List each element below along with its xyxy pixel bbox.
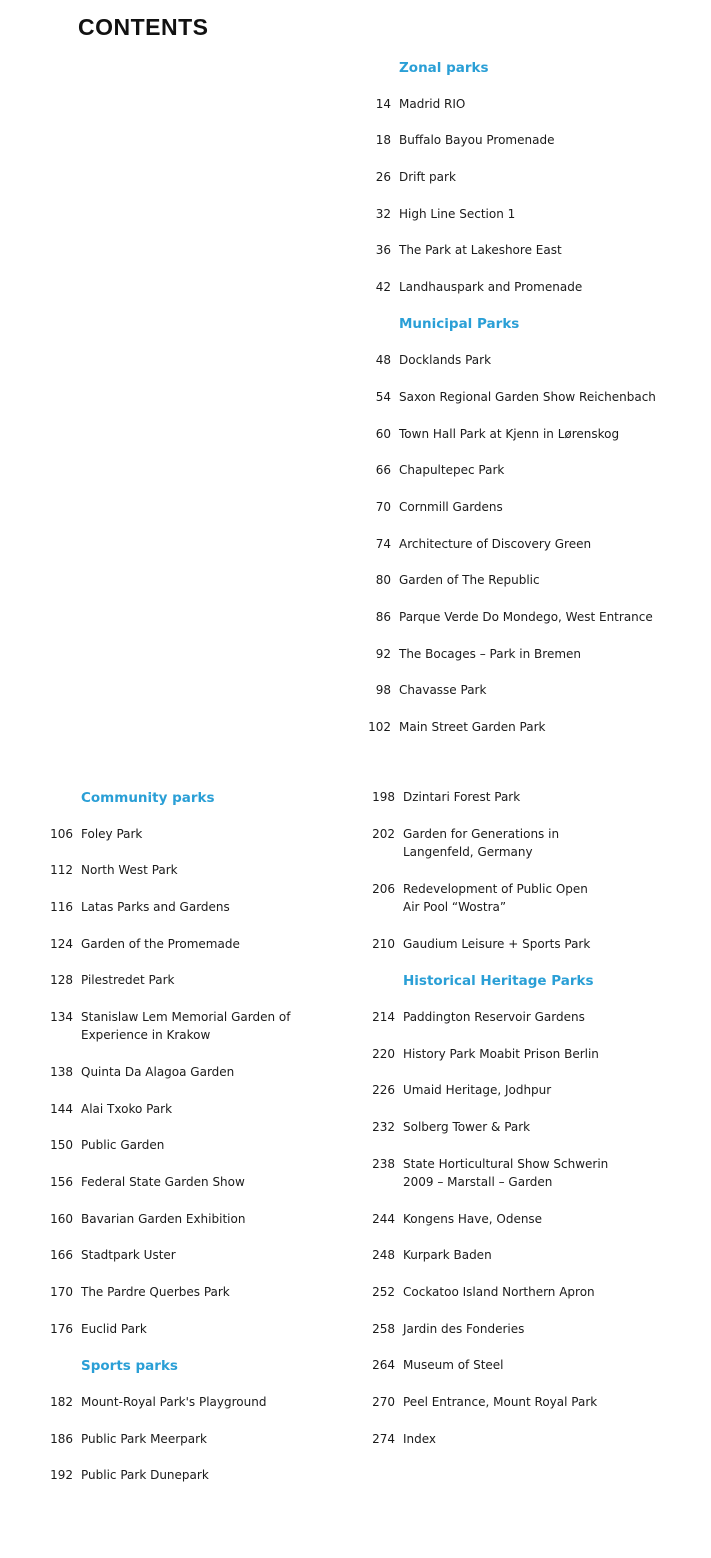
- page-number: 48: [375, 353, 391, 367]
- entry-title: The Pardre Querbes Park: [81, 1285, 230, 1299]
- entry-title: Euclid Park: [81, 1322, 147, 1336]
- page-number: 86: [375, 610, 391, 624]
- section-heading: Sports parks: [81, 1358, 178, 1374]
- page-number: 36: [375, 243, 391, 257]
- page-number: 70: [375, 500, 391, 514]
- entry-title: Parque Verde Do Mondego, West Entrance: [399, 610, 653, 624]
- entry-title: Kongens Have, Odense: [403, 1212, 543, 1226]
- page-number: 198: [372, 790, 395, 804]
- page-number: 160: [50, 1212, 73, 1226]
- toc-entry[interactable]: [375, 681, 487, 699]
- entry-title: Garden of The Republic: [399, 573, 540, 587]
- toc-entry[interactable]: [50, 1393, 267, 1411]
- section-heading: Zonal parks: [399, 60, 489, 76]
- page-number: 60: [375, 427, 391, 441]
- entry-title: State Horticultural Show Schwerin 2009 – Marstall – Garden: [403, 1157, 609, 1189]
- page-number: 226: [372, 1083, 395, 1097]
- entry-title: Architecture of Discovery Green: [399, 537, 592, 551]
- entry-title: Public Park Meerpark: [81, 1432, 207, 1446]
- entry-title: Alai Txoko Park: [81, 1102, 173, 1116]
- toc-entry[interactable]: [50, 1320, 147, 1338]
- page-number: 182: [50, 1395, 73, 1409]
- page-number: 116: [50, 900, 73, 914]
- toc-entry[interactable]: [50, 861, 178, 879]
- entry-title: Madrid RIO: [399, 97, 466, 111]
- page-number: 128: [50, 973, 73, 987]
- toc-entry[interactable]: [372, 1155, 609, 1191]
- toc-entry[interactable]: [372, 1118, 531, 1136]
- section-heading: Municipal Parks: [399, 316, 520, 332]
- entry-title: Public Garden: [81, 1138, 165, 1152]
- page-number: 102: [368, 720, 391, 734]
- page-number: 150: [50, 1138, 73, 1152]
- page-number: 26: [375, 170, 391, 184]
- page-number: 106: [50, 827, 73, 841]
- page-number: 32: [375, 207, 391, 221]
- entry-title: Paddington Reservoir Gardens: [403, 1010, 585, 1024]
- toc-entry[interactable]: [372, 1008, 585, 1026]
- entry-title: Chapultepec Park: [399, 463, 505, 477]
- toc-entry[interactable]: [50, 1246, 176, 1264]
- entry-title: Buffalo Bayou Promenade: [399, 133, 555, 147]
- entry-title: Landhauspark and Promenade: [399, 280, 583, 294]
- toc-entry[interactable]: [50, 1210, 246, 1228]
- entry-title: Federal State Garden Show: [81, 1175, 245, 1189]
- page-number: 170: [50, 1285, 73, 1299]
- entry-title: High Line Section 1: [399, 207, 516, 221]
- entry-title: Pilestredet Park: [81, 973, 175, 987]
- page-number: 238: [372, 1157, 395, 1171]
- toc-entry[interactable]: [50, 1430, 207, 1448]
- toc-entry[interactable]: [375, 168, 456, 186]
- page-number: 144: [50, 1102, 73, 1116]
- entry-title: Stanislaw Lem Memorial Garden of Experience in Krakow: [81, 1010, 291, 1042]
- page-number: 54: [375, 390, 391, 404]
- toc-entry[interactable]: [375, 95, 466, 113]
- page-number: 134: [50, 1010, 73, 1024]
- toc-entry[interactable]: [375, 535, 592, 553]
- toc-entry[interactable]: [50, 971, 175, 989]
- toc-entry[interactable]: [50, 1136, 165, 1154]
- entry-title: Museum of Steel: [403, 1358, 504, 1372]
- toc-entry[interactable]: [375, 205, 516, 223]
- entry-title: The Bocages – Park in Bremen: [399, 647, 582, 661]
- page-number: 244: [372, 1212, 395, 1226]
- toc-entry[interactable]: [375, 131, 555, 149]
- entry-title: Chavasse Park: [399, 683, 487, 697]
- toc-entry[interactable]: [372, 1320, 525, 1338]
- toc-entry[interactable]: [372, 1356, 504, 1374]
- toc-entry[interactable]: [50, 1173, 245, 1191]
- toc-entry[interactable]: [368, 718, 546, 736]
- entry-title: The Park at Lakeshore East: [399, 243, 562, 257]
- toc-entry[interactable]: [372, 1045, 599, 1063]
- entry-title: Dzintari Forest Park: [403, 790, 521, 804]
- entry-title: Cockatoo Island Northern Apron: [403, 1285, 595, 1299]
- entry-title: Redevelopment of Public Open Air Pool “Wostra”: [403, 882, 588, 914]
- toc-entry[interactable]: [50, 1466, 209, 1484]
- entry-title: Garden for Generations in Langenfeld, Germany: [403, 827, 560, 859]
- entry-title: Stadtpark Uster: [81, 1248, 176, 1262]
- page-number: 202: [372, 827, 395, 841]
- entry-title: Solberg Tower & Park: [403, 1120, 531, 1134]
- toc-entry[interactable]: [372, 935, 591, 953]
- page-number: 42: [375, 280, 391, 294]
- page-number: 210: [372, 937, 395, 951]
- entry-title: Mount-Royal Park's Playground: [81, 1395, 267, 1409]
- entry-title: Drift park: [399, 170, 456, 184]
- page-number: 124: [50, 937, 73, 951]
- toc-entry[interactable]: [50, 1283, 230, 1301]
- page-number: 18: [375, 133, 391, 147]
- toc-entry[interactable]: [375, 425, 620, 443]
- toc-entry[interactable]: [372, 1393, 598, 1411]
- page-number: 92: [375, 647, 391, 661]
- page-number: 270: [372, 1395, 395, 1409]
- toc-entry[interactable]: [375, 278, 583, 296]
- entry-title: North West Park: [81, 863, 178, 877]
- page-number: 66: [375, 463, 391, 477]
- toc-entry[interactable]: [372, 788, 521, 806]
- toc-entry[interactable]: [375, 461, 505, 479]
- section-heading: Historical Heritage Parks: [403, 973, 594, 989]
- page-title: CONTENTS: [78, 14, 209, 40]
- section-heading: Community parks: [81, 790, 215, 806]
- toc-entry[interactable]: [372, 1430, 437, 1448]
- page-number: 258: [372, 1322, 395, 1336]
- entry-title: Kurpark Baden: [403, 1248, 492, 1262]
- entry-title: Public Park Dunepark: [81, 1468, 209, 1482]
- page-number: 186: [50, 1432, 73, 1446]
- toc-entry[interactable]: [375, 571, 540, 589]
- page-number: 274: [372, 1432, 395, 1446]
- toc-entry[interactable]: [372, 1283, 595, 1301]
- entry-title: Umaid Heritage, Jodhpur: [403, 1083, 552, 1097]
- page-number: 248: [372, 1248, 395, 1262]
- page-number: 264: [372, 1358, 395, 1372]
- page-number: 220: [372, 1047, 395, 1061]
- toc-entry[interactable]: [372, 1081, 552, 1099]
- entry-title: Foley Park: [81, 827, 143, 841]
- toc-entry[interactable]: [50, 898, 230, 916]
- toc-entry[interactable]: [375, 608, 653, 626]
- toc-entry[interactable]: [50, 825, 143, 843]
- page-number: 138: [50, 1065, 73, 1079]
- page-number: 214: [372, 1010, 395, 1024]
- entry-title: Quinta Da Alagoa Garden: [81, 1065, 235, 1079]
- page-number: 192: [50, 1468, 73, 1482]
- entry-title: Docklands Park: [399, 353, 492, 367]
- entry-title: History Park Moabit Prison Berlin: [403, 1047, 599, 1061]
- entry-title: Town Hall Park at Kjenn in Lørenskog: [399, 427, 620, 441]
- toc-entry[interactable]: [375, 241, 562, 259]
- toc-entry[interactable]: [372, 825, 560, 861]
- entry-title: Garden of the Promemade: [81, 937, 240, 951]
- page-number: 74: [375, 537, 391, 551]
- toc-entry[interactable]: [372, 880, 588, 916]
- page-number: 14: [375, 97, 391, 111]
- page-number: 176: [50, 1322, 73, 1336]
- page-number: 252: [372, 1285, 395, 1299]
- toc-entry[interactable]: [375, 645, 582, 663]
- toc-entry[interactable]: [375, 388, 656, 406]
- page-number: 206: [372, 882, 395, 896]
- entry-title: Bavarian Garden Exhibition: [81, 1212, 246, 1226]
- entry-title: Latas Parks and Gardens: [81, 900, 230, 914]
- page-number: 156: [50, 1175, 73, 1189]
- toc-entry[interactable]: [50, 1100, 173, 1118]
- page-number: 166: [50, 1248, 73, 1262]
- entry-title: Jardin des Fonderies: [403, 1322, 525, 1336]
- page-number: 232: [372, 1120, 395, 1134]
- toc-entry[interactable]: [372, 1246, 492, 1264]
- toc-entry[interactable]: [50, 1063, 235, 1081]
- entry-title: Saxon Regional Garden Show Reichenbach: [399, 390, 656, 404]
- toc-entry[interactable]: [372, 1210, 543, 1228]
- page-number: 112: [50, 863, 73, 877]
- entry-title: Index: [403, 1432, 437, 1446]
- entry-title: Gaudium Leisure + Sports Park: [403, 937, 591, 951]
- page-number: 98: [375, 683, 391, 697]
- entry-title: Peel Entrance, Mount Royal Park: [403, 1395, 598, 1409]
- toc-entry[interactable]: [375, 351, 492, 369]
- page-number: 80: [375, 573, 391, 587]
- toc-entry[interactable]: [375, 498, 503, 516]
- toc-entry[interactable]: [50, 1008, 291, 1044]
- entry-title: Main Street Garden Park: [399, 720, 546, 734]
- toc-entry[interactable]: [50, 935, 240, 953]
- entry-title: Cornmill Gardens: [399, 500, 503, 514]
